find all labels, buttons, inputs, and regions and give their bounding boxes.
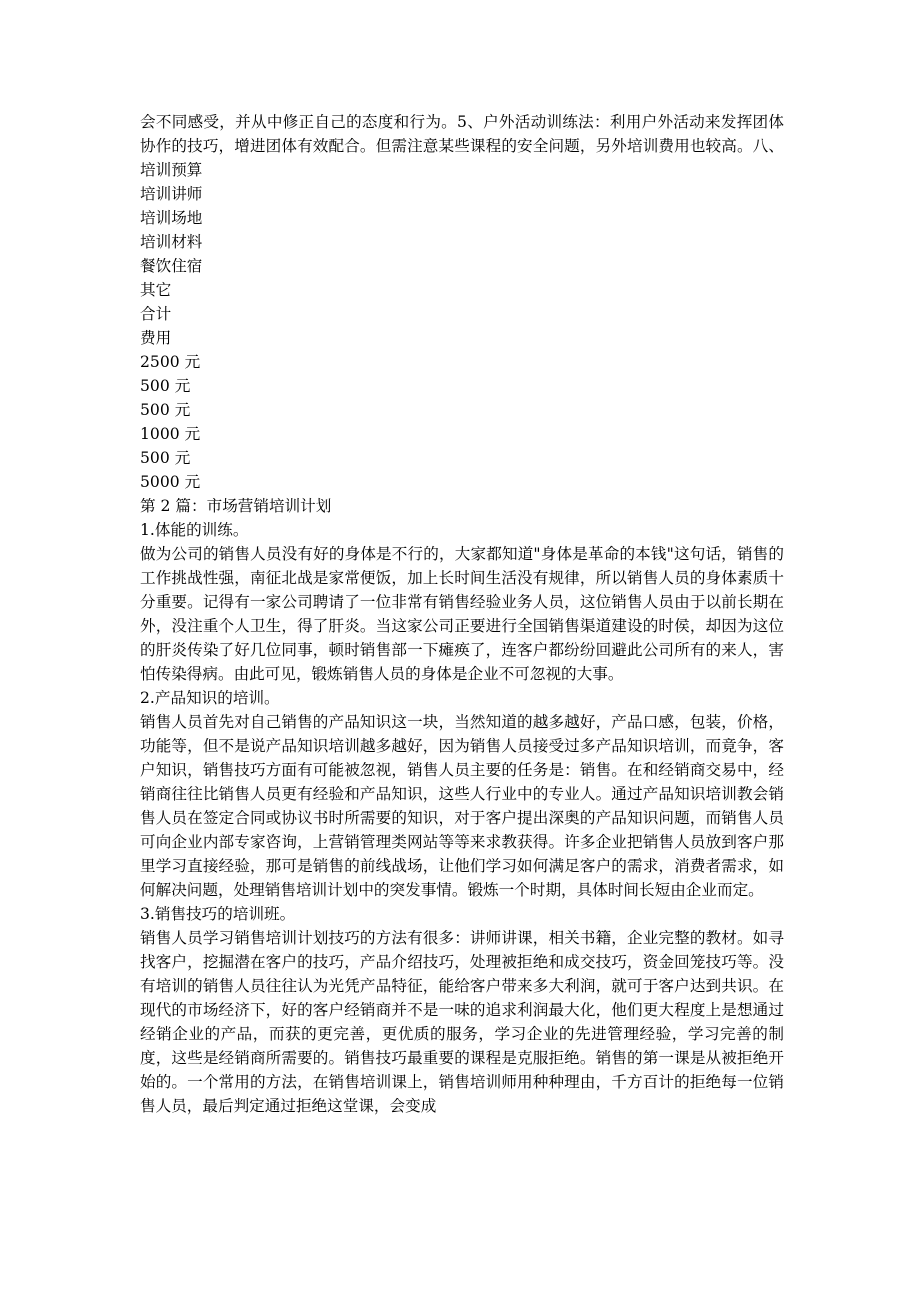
section-body: 销售人员学习销售培训计划技巧的方法有很多：讲师讲课，相关书籍，企业完整的教材。如寻找客户，挖掘潜在客户的技巧，产品介绍技巧，处理被拒绝和成交技巧，资金回笼技巧等。没有培训的销售人员往往认为光凭产品特征，能给客户带来多大利润，就可于客户达到共识。在现代的市场经济下，好的客户经销商并不是一味的追求利润最大化，他们更大程度上是想通过经销企业的产品，而获的更完善，更优质的服务，学习企业的先进管理经验，学习完善的制度，这些是经销商所需要的。销售技巧最重要的课程是克服拒绝。销售的第一课是从被拒绝开始的。一个常用的方法，在销售培训课上，销售培训师用种种理由，千方百计的拒绝每一位销售人员，最后判定通过拒绝这堂课，会变成: [140, 929, 784, 1115]
budget-cost-header: 费用: [140, 329, 172, 347]
budget-cost-total: 5000 元: [140, 473, 201, 491]
budget-item: 培训场地: [140, 209, 203, 227]
intro-paragraph: 会不同感受，并从中修正自己的态度和行为。5、户外活动训练法：利用户外活动来发挥团体协作的技巧，增进团体有效配合。但需注意某些课程的安全问题，另外培训费用也较高。八、培训预算: [140, 113, 784, 179]
section-heading: 2.产品知识的培训。: [140, 689, 280, 707]
budget-item: 餐饮住宿: [140, 257, 203, 275]
section-body: 做为公司的销售人员没有好的身体是不行的，大家都知道"身体是革命的本钱"这句话，销售的工作挑战性强，南征北战是家常便饭，加上长时间生活没有规律，所以销售人员的身体素质十分重要。记得有一家公司聘请了一位非常有销售经验业务人员，这位销售人员由于以前长期在外，没注重个人卫生，得了肝炎。当这家公司正要进行全国销售渠道建设的时侯，却因为这位的肝炎传染了好几位同事，顿时销售部一下瘫痪了，连客户都纷纷回避此公司所有的来人，害怕传染得病。由此可见，锻炼销售人员的身体是企业不可忽视的大事。: [140, 545, 784, 683]
document-page: [140, 110, 784, 1118]
budget-cost-list: [140, 326, 784, 494]
article-title: 第 2 篇：市场营销培训计划: [140, 497, 332, 515]
budget-cost: 1000 元: [140, 425, 201, 443]
budget-cost: 500 元: [140, 449, 191, 467]
budget-cost: 2500 元: [140, 353, 201, 371]
budget-item-list: [140, 182, 784, 326]
budget-cost: 500 元: [140, 377, 191, 395]
budget-item: 培训讲师: [140, 185, 203, 203]
budget-item: 其它: [140, 281, 172, 299]
budget-item: 培训材料: [140, 233, 203, 251]
budget-item-total: 合计: [140, 305, 172, 323]
section-heading: 1.体能的训练。: [140, 521, 249, 539]
section-body: 销售人员首先对自己销售的产品知识这一块，当然知道的越多越好，产品口感，包装，价格，功能等，但不是说产品知识培训越多越好，因为销售人员接受过多产品知识培训，而竟争，客户知识，销售技巧方面有可能被忽视，销售人员主要的任务是：销售。在和经销商交易中，经销商往往比销售人员更有经验和产品知识，这些人行业中的专业人。通过产品知识培训教会销售人员在签定合同或协议书时所需要的知识，对于客户提出深奥的产品知识问题，而销售人员可向企业内部专家咨询，上营销管理类网站等等来求教获得。许多企业把销售人员放到客户那里学习直接经验，那可是销售的前线战场，让他们学习如何满足客户的需求，消费者需求，如何解决问题，处理销售培训计划中的突发事情。锻炼一个时期，具体时间长短由企业而定。: [140, 713, 784, 899]
budget-cost: 500 元: [140, 401, 191, 419]
section-heading: 3.销售技巧的培训班。: [140, 905, 296, 923]
